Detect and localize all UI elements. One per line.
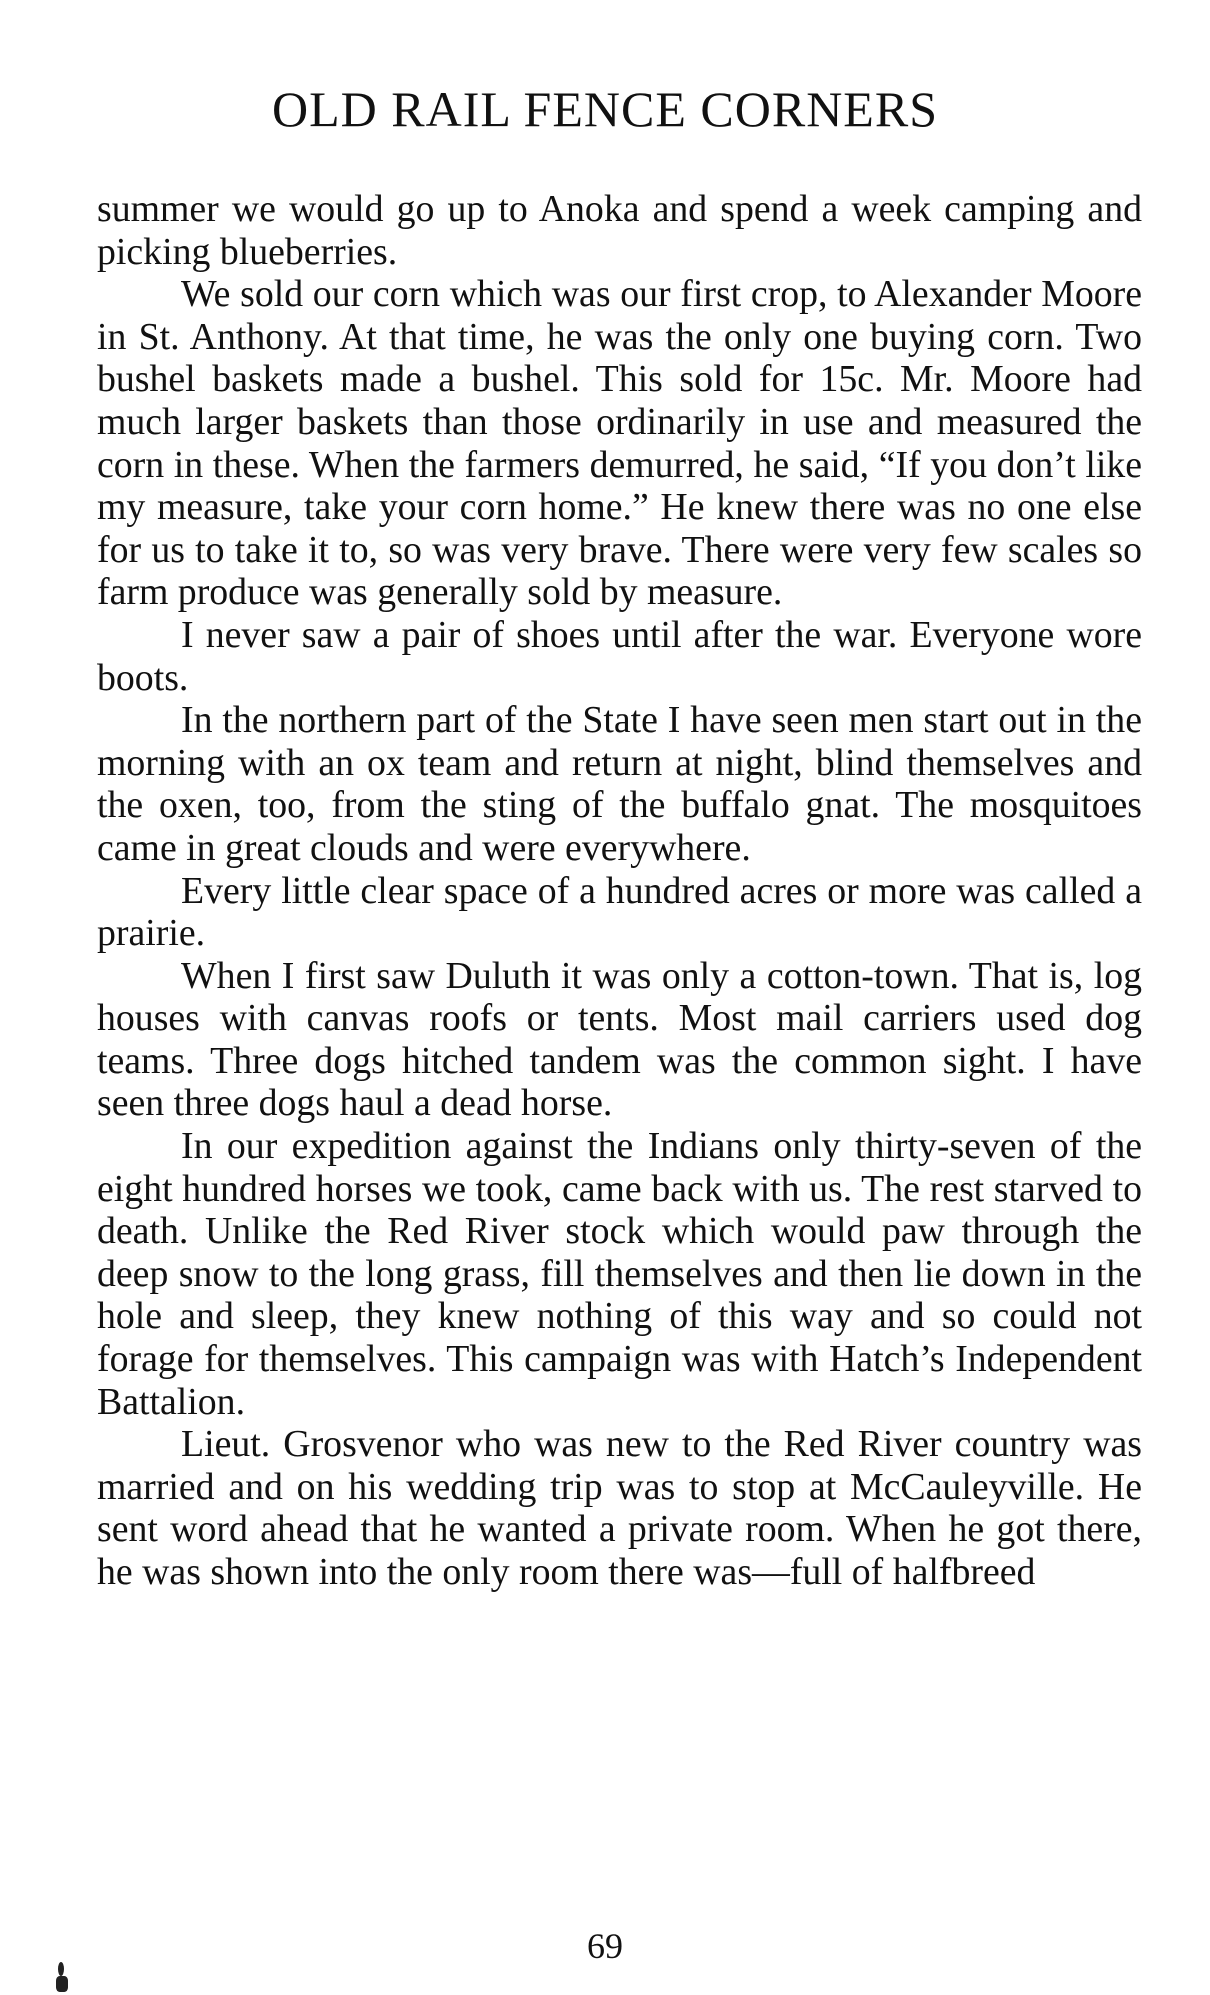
paragraph-shoes: I never saw a pair of shoes until after the war. Everyone wore boots. (97, 613, 1142, 699)
page-number: 69 (587, 1926, 623, 1966)
paragraph-continuation: summer we would go up to Anoka and spend a week camping and picking blueberries. (97, 188, 1142, 273)
paragraph-expedition: In our expedition against the Indians only thirty-seven of the eight hundred horses we took, came back with us. The rest starved to death. Unlike the Red River stock which would paw through the deep snow to the long grass, fill themselves and then lie down in the hole and sleep, they knew nothing of this way and so could not forage for themselves. This campaign was with Hatch’s Independent Battalion. (97, 1125, 1142, 1423)
paragraph-prairie: Every little clear space of a hundred acres or more was called a prairie. (97, 869, 1142, 955)
scan-speck (56, 1976, 68, 1992)
body-text (97, 188, 1142, 1594)
running-title: OLD RAIL FENCE CORNERS (271, 81, 939, 137)
paragraph-buffalo-gnat: In the northern part of the State I have seen men start out in the morning with an ox team and return at night, blind themselves and the oxen, too, from the sting of the buffalo gnat. The mosquitoes came in great clouds and were everywhere. (97, 699, 1142, 869)
paragraph-corn-sale: We sold our corn which was our first crop, to Alexander Moore in St. Anthony. At that time, he was the only one buying corn. Two bushel baskets made a bushel. This sold for 15c. Mr. Moore had much larger baskets than those ordinarily in use and measured the corn in these. When the farmers demurred, he said, “If you don’t like my measure, take your corn home.” He knew there was no one else for us to take it to, so was very brave. There were very few scales so farm produce was generally sold by measure. (97, 273, 1142, 614)
scan-speck (58, 1962, 64, 1976)
paragraph-grosvenor: Lieut. Grosvenor who was new to the Red River country was married and on his wedding trip was to stop at McCauleyville. He sent word ahead that he wanted a private room. When he got there, he was shown into the only room there was—full of halfbreed (97, 1423, 1142, 1593)
paragraph-duluth: When I first saw Duluth it was only a cotton-town. That is, log houses with canvas roofs or tents. Most mail carriers used dog teams. Three dogs hitched tandem was the common sight. I have seen three dogs haul a dead horse. (97, 954, 1142, 1125)
